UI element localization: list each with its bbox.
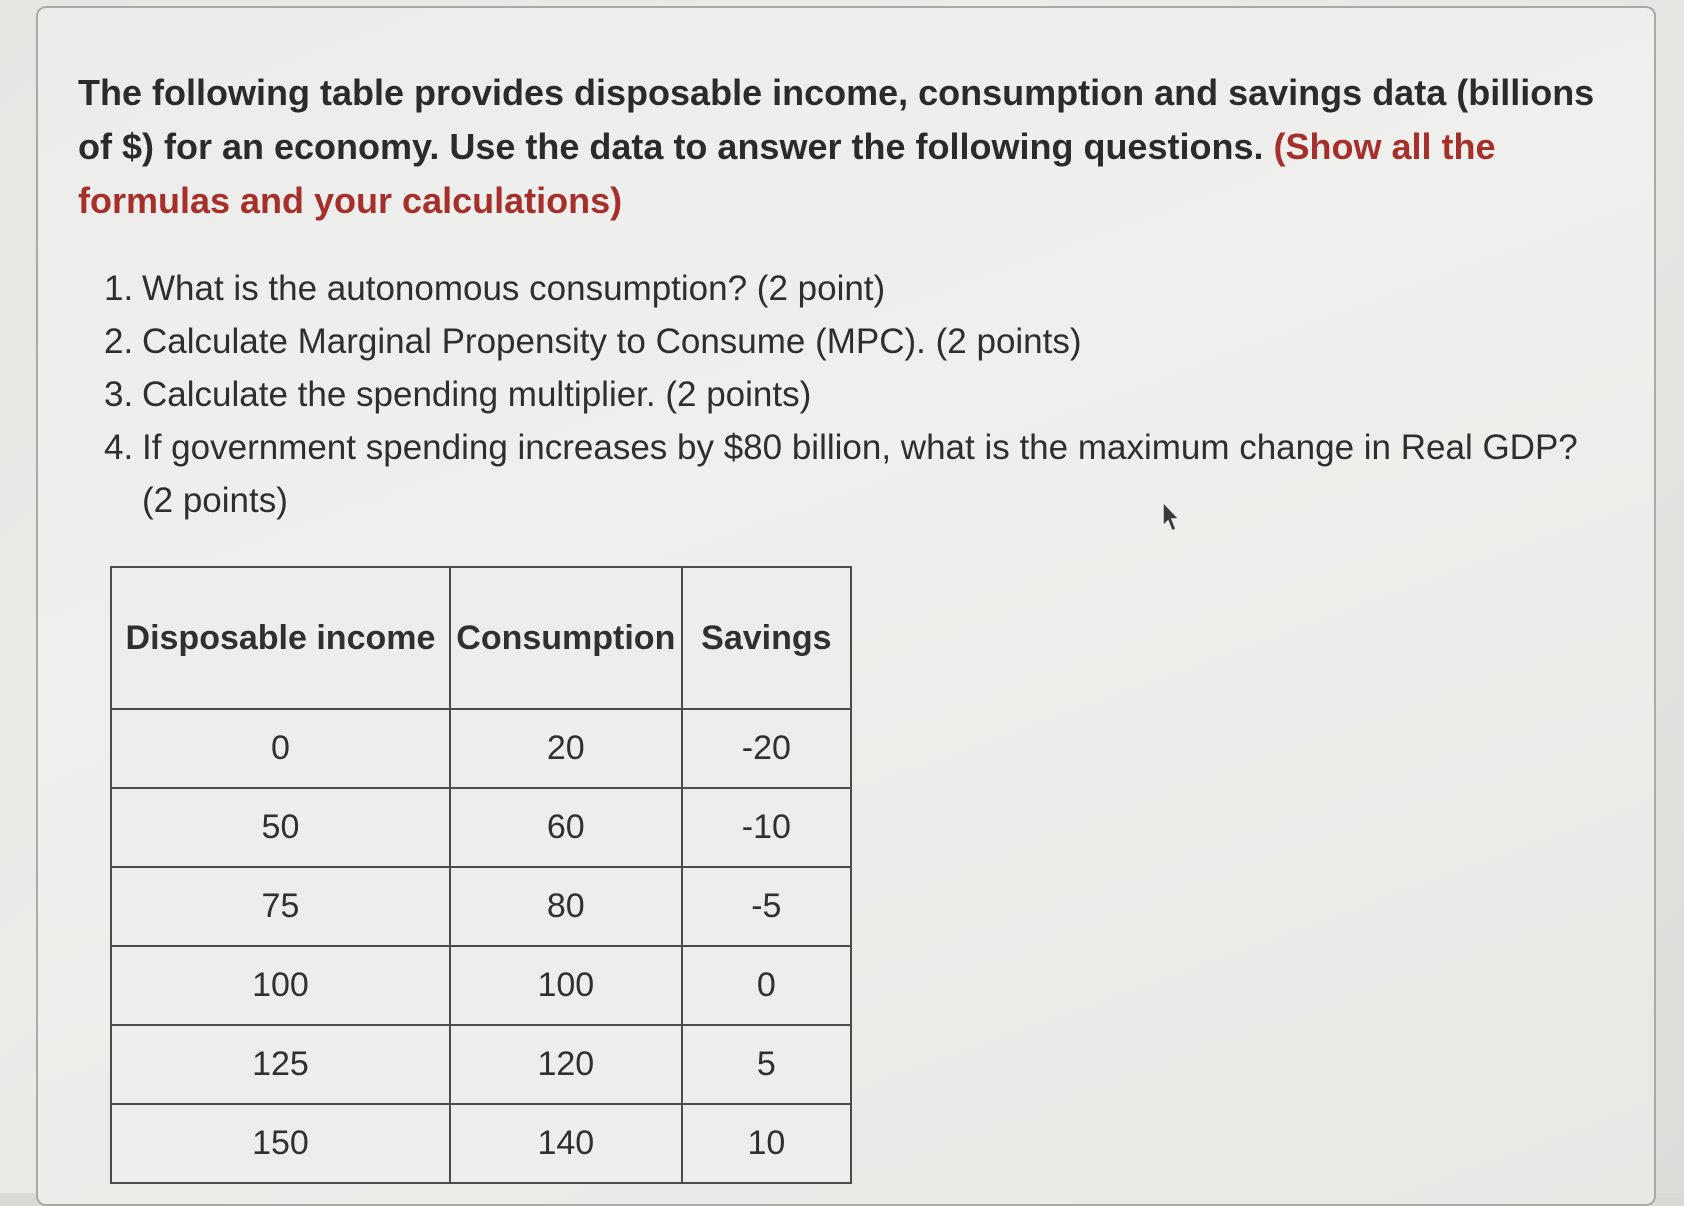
- cell-savings: 0: [682, 946, 851, 1025]
- table-row: [111, 788, 851, 867]
- cell-savings: -10: [682, 788, 851, 867]
- header-savings: Savings: [682, 567, 851, 709]
- question-item: [104, 315, 1584, 368]
- cell-savings: -20: [682, 709, 851, 788]
- question-list: [104, 262, 1584, 527]
- cell-consumption: 80: [450, 867, 682, 946]
- header-consumption: Consumption: [450, 567, 682, 709]
- cell-consumption: 100: [450, 946, 682, 1025]
- cell-disposable-income: 100: [111, 946, 450, 1025]
- question-text: If government spending increases by $80 billion, what is the maximum change in Real GDP? (2 points): [142, 428, 1578, 520]
- question-text: What is the autonomous consumption? (2 point): [142, 269, 886, 308]
- question-item: [104, 262, 1584, 315]
- question-item: [104, 421, 1584, 527]
- cell-disposable-income: 50: [111, 788, 450, 867]
- cell-disposable-income: 0: [111, 709, 450, 788]
- table-header-row: [111, 567, 851, 709]
- intro-emphasis: (Show all the formulas and your calculations): [78, 126, 1496, 221]
- mouse-pointer-icon: [1155, 500, 1183, 534]
- question-text: Calculate the spending multiplier. (2 points): [142, 375, 812, 414]
- question-text: Calculate Marginal Propensity to Consume (MPC). (2 points): [142, 322, 1082, 361]
- cell-consumption: 140: [450, 1104, 682, 1183]
- table-row: [111, 867, 851, 946]
- question-item: [104, 368, 1584, 421]
- cell-savings: -5: [682, 867, 851, 946]
- cell-consumption: 120: [450, 1025, 682, 1104]
- question-number: 2.: [104, 322, 134, 361]
- table-row: [111, 1025, 851, 1104]
- intro-paragraph: [78, 66, 1608, 228]
- question-number: 1.: [104, 269, 134, 308]
- cell-consumption: 20: [450, 709, 682, 788]
- income-consumption-table: [110, 566, 852, 1184]
- cell-disposable-income: 125: [111, 1025, 450, 1104]
- cell-savings: 10: [682, 1104, 851, 1183]
- cell-savings: 5: [682, 1025, 851, 1104]
- question-number: 4.: [104, 428, 134, 467]
- cell-consumption: 60: [450, 788, 682, 867]
- cell-disposable-income: 75: [111, 867, 450, 946]
- data-table-container: [110, 566, 852, 1184]
- cell-disposable-income: 150: [111, 1104, 450, 1183]
- table-row: [111, 1104, 851, 1183]
- question-number: 3.: [104, 375, 134, 414]
- table-row: [111, 709, 851, 788]
- header-disposable-income: Disposable income: [111, 567, 450, 709]
- table-row: [111, 946, 851, 1025]
- intro-text: The following table provides disposable income, consumption and savings data (billions of $) for an economy. Use the data to answer the following questions.: [78, 72, 1595, 167]
